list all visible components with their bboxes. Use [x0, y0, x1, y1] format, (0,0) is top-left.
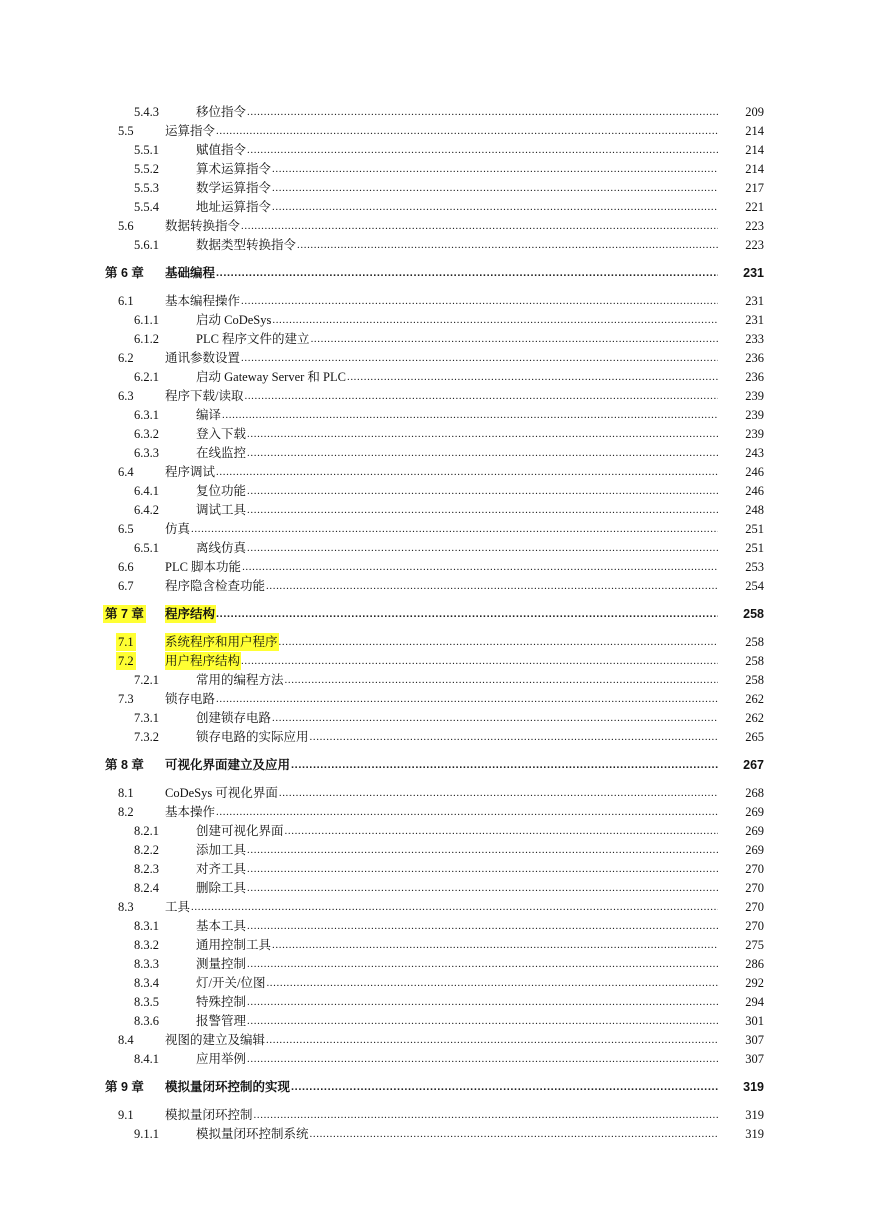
toc-entry-number: 6.1.2 — [134, 332, 159, 346]
toc-entry-number: 8.4 — [118, 1033, 134, 1047]
toc-entry[interactable] — [0, 955, 764, 973]
dot-leader — [222, 406, 718, 424]
dot-leader — [247, 103, 718, 121]
toc-entry-title: 基本工具 — [196, 919, 247, 933]
toc-entry[interactable] — [0, 103, 764, 121]
toc-entry-page-number: 269 — [745, 805, 764, 819]
dot-leader — [266, 1031, 718, 1049]
toc-entry-page-number: 258 — [745, 673, 764, 687]
dot-leader — [272, 198, 718, 216]
toc-entry-number: 6.4.2 — [134, 503, 159, 517]
toc-entry-number: 8.3.6 — [134, 1014, 159, 1028]
toc-entry-title: 模拟量闭环控制的实现 — [165, 1080, 291, 1094]
toc-entry-title: 数学运算指令 — [196, 181, 272, 195]
toc-entry[interactable] — [0, 160, 764, 178]
toc-entry-number: 第 6 章 — [105, 266, 144, 280]
toc-entry-title: 模拟量闭环控制 — [165, 1108, 253, 1122]
toc-entry-page-number: 233 — [745, 332, 764, 346]
toc-chapter-entry[interactable] — [0, 605, 764, 623]
dot-leader — [191, 898, 718, 916]
dot-leader — [247, 444, 718, 462]
toc-entry-number: 5.5 — [118, 124, 134, 138]
dot-leader — [279, 784, 718, 802]
toc-entry[interactable] — [0, 406, 764, 424]
toc-entry[interactable] — [0, 690, 764, 708]
toc-entry-page-number: 239 — [745, 389, 764, 403]
toc-entry-title: 创建锁存电路 — [196, 711, 272, 725]
toc-entry-title: 测量控制 — [196, 957, 247, 971]
toc-entry[interactable] — [0, 520, 764, 538]
toc-entry-number: 7.2 — [118, 654, 134, 668]
toc-entry[interactable] — [0, 822, 764, 840]
dot-leader — [285, 671, 718, 689]
toc-entry-title: 移位指令 — [196, 105, 247, 119]
toc-entry-number: 5.5.1 — [134, 143, 159, 157]
dot-leader — [272, 179, 718, 197]
toc-entry-number: 8.2.3 — [134, 862, 159, 876]
toc-entry-page-number: 243 — [745, 446, 764, 460]
toc-entry-page-number: 214 — [745, 143, 764, 157]
toc-entry-page-number: 214 — [745, 124, 764, 138]
dot-leader — [272, 709, 718, 727]
toc-entry-title: 锁存电路的实际应用 — [196, 730, 309, 744]
toc-entry-number: 5.5.2 — [134, 162, 159, 176]
toc-entry-number: 8.1 — [118, 786, 134, 800]
dot-leader — [266, 577, 718, 595]
toc-entry[interactable] — [0, 236, 764, 254]
toc-entry-page-number: 246 — [745, 465, 764, 479]
toc-entry[interactable] — [0, 330, 764, 348]
dot-leader — [247, 425, 718, 443]
toc-entry-page-number: 254 — [745, 579, 764, 593]
toc-entry-title: 删除工具 — [196, 881, 247, 895]
toc-entry-title: 运算指令 — [165, 124, 216, 138]
toc-entry-number: 8.2.4 — [134, 881, 159, 895]
toc-entry[interactable] — [0, 349, 764, 367]
toc-entry[interactable] — [0, 558, 764, 576]
toc-entry-number: 第 7 章 — [105, 607, 144, 621]
toc-entry-number: 6.4.1 — [134, 484, 159, 498]
toc-entry[interactable] — [0, 784, 764, 802]
toc-chapter-entry[interactable] — [0, 264, 764, 282]
toc-entry[interactable] — [0, 577, 764, 595]
toc-entry[interactable] — [0, 1106, 764, 1124]
toc-entry-page-number: 319 — [745, 1127, 764, 1141]
toc-entry-title: 数据转换指令 — [165, 219, 241, 233]
toc-entry-title: CoDeSys 可视化界面 — [165, 786, 278, 800]
toc-entry-page-number: 294 — [745, 995, 764, 1009]
toc-entry-page-number: 236 — [745, 370, 764, 384]
toc-entry[interactable] — [0, 463, 764, 481]
toc-entry-page-number: 223 — [745, 238, 764, 252]
toc-entry-page-number: 270 — [745, 881, 764, 895]
toc-entry-number: 5.6.1 — [134, 238, 159, 252]
toc-entry-number: 8.2.2 — [134, 843, 159, 857]
dot-leader — [272, 160, 718, 178]
toc-entry-title: 程序调试 — [165, 465, 216, 479]
toc-entry-page-number: 292 — [745, 976, 764, 990]
toc-entry-title: 对齐工具 — [196, 862, 247, 876]
dot-leader — [291, 756, 718, 774]
dot-leader — [244, 387, 718, 405]
toc-entry-title: 程序下载/读取 — [165, 389, 244, 403]
toc-entry[interactable] — [0, 898, 764, 916]
toc-entry-number: 6.7 — [118, 579, 134, 593]
dot-leader — [247, 141, 718, 159]
toc-entry-title: 工具 — [165, 900, 191, 914]
toc-entry-number: 6.3 — [118, 389, 134, 403]
dot-leader — [291, 1078, 718, 1096]
toc-entry[interactable] — [0, 482, 764, 500]
toc-entry-title: 复位功能 — [196, 484, 247, 498]
toc-entry-title: 赋值指令 — [196, 143, 247, 157]
toc-entry-title: 离线仿真 — [196, 541, 247, 555]
toc-entry-page-number: 258 — [745, 635, 764, 649]
toc-entry-number: 6.1 — [118, 294, 134, 308]
toc-entry-number: 5.5.4 — [134, 200, 159, 214]
toc-entry-page-number: 217 — [745, 181, 764, 195]
toc-entry-page-number: 248 — [745, 503, 764, 517]
toc-entry[interactable] — [0, 633, 764, 651]
toc-entry-page-number: 275 — [745, 938, 764, 952]
toc-entry[interactable] — [0, 974, 764, 992]
toc-entry-number: 8.2 — [118, 805, 134, 819]
toc-entry-number: 8.3.5 — [134, 995, 159, 1009]
toc-entry-number: 9.1.1 — [134, 1127, 159, 1141]
dot-leader — [247, 841, 718, 859]
toc-entry-number: 8.3.2 — [134, 938, 159, 952]
toc-entry[interactable] — [0, 879, 764, 897]
toc-entry-title: 算术运算指令 — [196, 162, 272, 176]
toc-entry-title: 地址运算指令 — [196, 200, 272, 214]
toc-entry-page-number: 267 — [743, 758, 764, 772]
toc-entry[interactable] — [0, 652, 764, 670]
dot-leader — [247, 482, 718, 500]
toc-entry-page-number: 251 — [745, 522, 764, 536]
dot-leader — [247, 1012, 718, 1030]
dot-leader — [216, 264, 718, 282]
toc-entry-number: 7.3 — [118, 692, 134, 706]
toc-entry-title: 通用控制工具 — [196, 938, 272, 952]
dot-leader — [272, 311, 718, 329]
toc-entry[interactable] — [0, 387, 764, 405]
toc-entry-number: 6.4 — [118, 465, 134, 479]
toc-entry-title: 报警管理 — [196, 1014, 247, 1028]
toc-entry-page-number: 319 — [745, 1108, 764, 1122]
toc-entry-title: 基本操作 — [165, 805, 216, 819]
dot-leader — [297, 236, 718, 254]
toc-entry[interactable] — [0, 841, 764, 859]
toc-entry-number: 6.5 — [118, 522, 134, 536]
toc-entry[interactable] — [0, 444, 764, 462]
toc-entry-title: 在线监控 — [196, 446, 247, 460]
toc-entry-page-number: 209 — [745, 105, 764, 119]
toc-entry-number: 8.3.3 — [134, 957, 159, 971]
toc-entry-page-number: 307 — [745, 1033, 764, 1047]
toc-entry-title: 编译 — [196, 408, 222, 422]
toc-entry-number: 6.5.1 — [134, 541, 159, 555]
toc-entry-page-number: 214 — [745, 162, 764, 176]
toc-entry-title: 仿真 — [165, 522, 191, 536]
toc-entry[interactable] — [0, 1012, 764, 1030]
dot-leader — [247, 879, 718, 897]
toc-entry[interactable] — [0, 292, 764, 310]
toc-entry-number: 6.3.2 — [134, 427, 159, 441]
toc-entry-page-number: 231 — [745, 313, 764, 327]
toc-entry[interactable] — [0, 122, 764, 140]
toc-entry-title: 基本编程操作 — [165, 294, 241, 308]
toc-entry-page-number: 268 — [745, 786, 764, 800]
dot-leader — [241, 292, 718, 310]
dot-leader — [254, 1106, 718, 1124]
toc-entry[interactable] — [0, 198, 764, 216]
dot-leader — [247, 1050, 718, 1068]
toc-entry[interactable] — [0, 860, 764, 878]
toc-entry-title: 通讯参数设置 — [165, 351, 241, 365]
toc-entry-number: 8.3.1 — [134, 919, 159, 933]
toc-entry-page-number: 262 — [745, 692, 764, 706]
toc-entry[interactable] — [0, 311, 764, 329]
toc-entry-page-number: 221 — [745, 200, 764, 214]
dot-leader — [247, 955, 718, 973]
toc-entry[interactable] — [0, 709, 764, 727]
toc-entry-number: 9.1 — [118, 1108, 134, 1122]
toc-entry-title: 基础编程 — [165, 266, 216, 280]
toc-entry[interactable] — [0, 936, 764, 954]
toc-entry-number: 5.4.3 — [134, 105, 159, 119]
dot-leader — [241, 652, 718, 670]
toc-entry-page-number: 262 — [745, 711, 764, 725]
toc-entry-title: 调试工具 — [196, 503, 247, 517]
toc-entry-page-number: 239 — [745, 427, 764, 441]
dot-leader — [191, 520, 718, 538]
toc-entry-page-number: 236 — [745, 351, 764, 365]
toc-entry-title: 系统程序和用户程序 — [165, 635, 278, 649]
toc-entry-page-number: 258 — [745, 654, 764, 668]
toc-entry-title: PLC 脚本功能 — [165, 560, 242, 574]
toc-entry[interactable] — [0, 501, 764, 519]
toc-entry-number: 6.3.1 — [134, 408, 159, 422]
toc-entry[interactable] — [0, 1125, 764, 1143]
toc-entry-number: 第 9 章 — [105, 1080, 144, 1094]
toc-entry-number: 5.5.3 — [134, 181, 159, 195]
toc-entry-title: 视图的建立及编辑 — [165, 1033, 266, 1047]
toc-entry-number: 5.6 — [118, 219, 134, 233]
dot-leader — [216, 463, 718, 481]
dot-leader — [347, 368, 718, 386]
toc-entry-title: PLC 程序文件的建立 — [196, 332, 310, 346]
toc-entry-number: 第 8 章 — [105, 758, 144, 772]
dot-leader — [247, 993, 718, 1011]
toc-entry-number: 7.1 — [118, 635, 134, 649]
toc-entry-number: 6.3.3 — [134, 446, 159, 460]
toc-entry-page-number: 269 — [745, 824, 764, 838]
dot-leader — [216, 605, 718, 623]
toc-entry-title: 程序结构 — [165, 607, 216, 621]
toc-entry-title: 启动 Gateway Server 和 PLC — [196, 370, 346, 384]
dot-leader — [247, 917, 718, 935]
toc-entry-title: 数据类型转换指令 — [196, 238, 297, 252]
toc-entry-title: 特殊控制 — [196, 995, 247, 1009]
toc-entry-page-number: 253 — [745, 560, 764, 574]
toc-entry-page-number: 239 — [745, 408, 764, 422]
toc-entry-page-number: 286 — [745, 957, 764, 971]
toc-entry-page-number: 270 — [745, 919, 764, 933]
toc-entry-page-number: 265 — [745, 730, 764, 744]
toc-entry[interactable] — [0, 671, 764, 689]
dot-leader — [247, 501, 718, 519]
dot-leader — [241, 349, 718, 367]
toc-entry-title: 启动 CoDeSys — [196, 313, 272, 327]
toc-entry-number: 8.2.1 — [134, 824, 159, 838]
toc-entry-page-number: 246 — [745, 484, 764, 498]
toc-entry-title: 程序隐含检查功能 — [165, 579, 266, 593]
toc-entry-title: 登入下载 — [196, 427, 247, 441]
toc-entry-number: 7.2.1 — [134, 673, 159, 687]
toc-entry-title: 灯/开关/位图 — [196, 976, 266, 990]
toc-entry-title: 用户程序结构 — [165, 654, 241, 668]
dot-leader — [310, 728, 718, 746]
toc-entry-page-number: 270 — [745, 900, 764, 914]
toc-entry-page-number: 258 — [743, 607, 764, 621]
toc-entry-number: 6.2.1 — [134, 370, 159, 384]
toc-entry[interactable] — [0, 179, 764, 197]
toc-entry-page-number: 231 — [743, 266, 764, 280]
toc-entry-page-number: 251 — [745, 541, 764, 555]
toc-entry-title: 应用举例 — [196, 1052, 247, 1066]
toc-entry[interactable] — [0, 368, 764, 386]
toc-entry-number: 7.3.2 — [134, 730, 159, 744]
dot-leader — [272, 936, 718, 954]
toc-entry[interactable] — [0, 425, 764, 443]
dot-leader — [216, 122, 718, 140]
toc-entry-title: 常用的编程方法 — [196, 673, 284, 687]
toc-entry-title: 添加工具 — [196, 843, 247, 857]
toc-entry-number: 8.3.4 — [134, 976, 159, 990]
toc-entry-title: 创建可视化界面 — [196, 824, 284, 838]
toc-entry-number: 6.6 — [118, 560, 134, 574]
dot-leader — [247, 539, 718, 557]
toc-entry-page-number: 269 — [745, 843, 764, 857]
toc-entry-title: 锁存电路 — [165, 692, 216, 706]
toc-entry[interactable] — [0, 917, 764, 935]
toc-entry-page-number: 307 — [745, 1052, 764, 1066]
toc-entry-number: 6.1.1 — [134, 313, 159, 327]
dot-leader — [310, 1125, 718, 1143]
toc-entry[interactable] — [0, 539, 764, 557]
toc-entry[interactable] — [0, 1031, 764, 1049]
dot-leader — [311, 330, 718, 348]
toc-entry-page-number: 319 — [743, 1080, 764, 1094]
toc-entry-page-number: 231 — [745, 294, 764, 308]
toc-chapter-entry[interactable] — [0, 1078, 764, 1096]
toc-entry[interactable] — [0, 1050, 764, 1068]
toc-entry-page-number: 270 — [745, 862, 764, 876]
dot-leader — [279, 633, 718, 651]
toc-entry-page-number: 223 — [745, 219, 764, 233]
toc-chapter-entry[interactable] — [0, 756, 764, 774]
toc-entry[interactable] — [0, 141, 764, 159]
dot-leader — [285, 822, 718, 840]
toc-entry[interactable] — [0, 728, 764, 746]
toc-entry[interactable] — [0, 803, 764, 821]
dot-leader — [216, 803, 718, 821]
dot-leader — [242, 558, 718, 576]
dot-leader — [216, 690, 718, 708]
toc-entry-number: 6.2 — [118, 351, 134, 365]
toc-entry[interactable] — [0, 993, 764, 1011]
toc-entry-number: 7.3.1 — [134, 711, 159, 725]
dot-leader — [241, 217, 718, 235]
toc-entry-number: 8.3 — [118, 900, 134, 914]
toc-entry-title: 模拟量闭环控制系统 — [196, 1127, 309, 1141]
toc-entry-title: 可视化界面建立及应用 — [165, 758, 291, 772]
dot-leader — [266, 974, 718, 992]
dot-leader — [247, 860, 718, 878]
toc-entry[interactable] — [0, 217, 764, 235]
toc-entry-page-number: 301 — [745, 1014, 764, 1028]
toc-entry-number: 8.4.1 — [134, 1052, 159, 1066]
